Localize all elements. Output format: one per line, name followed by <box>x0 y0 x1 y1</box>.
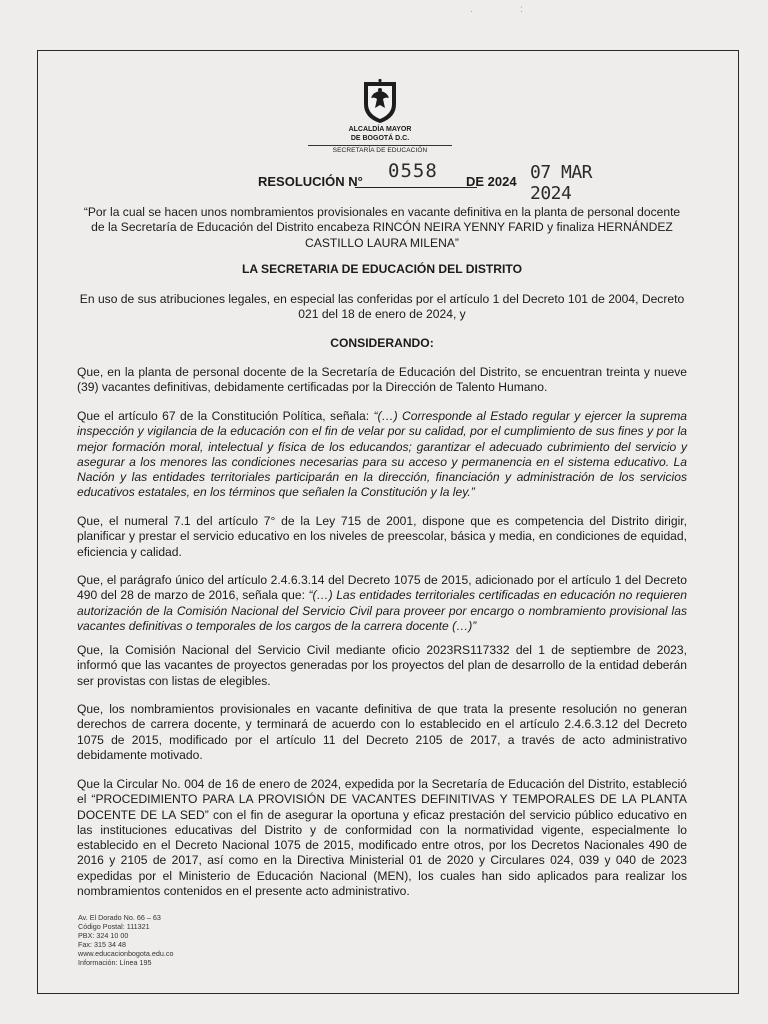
paragraph-3: Que, el numeral 7.1 del artículo 7° de la Ley 715 de 2001, dispone que es competencia del Distrito dirigir, planificar y prestar el servicio educativo en los niveles de preescolar, básica y media, en condiciones de equidad, eficiencia y calidad. <box>77 514 687 559</box>
paragraph-5: Que, la Comisión Nacional del Servicio Civil mediante oficio 2023RS117332 del 1 de septiembre de 2023, informó que las vacantes de proyectos generadas por los proyectos del plan de desarrollo de la entidad deberán ser provistas con listas de elegibles. <box>77 643 687 688</box>
resolution-number-line <box>355 187 477 188</box>
resolution-header <box>258 160 638 204</box>
paragraph-6: Que, los nombramientos provisionales en vacante definitiva de que trata la presente resolución no generan derechos de carrera docente, y terminará de acuerdo con lo establecido en el artículo 2.4.6.3.12 del Decreto 1075 de 2015, modificado por el artículo 11 del Decreto 2105 de 2017, a través de acto administrativo debidamente motivado. <box>77 702 687 762</box>
organization-header <box>300 126 460 156</box>
footer-fax: Fax: 315 34 48 <box>78 940 126 949</box>
org-name-line1: ALCALDÍA MAYOR <box>348 126 412 133</box>
org-department: SECRETARÍA DE EDUCACIÓN <box>308 145 452 156</box>
bogota-coat-of-arms-icon <box>360 78 400 124</box>
contact-footer <box>78 913 174 967</box>
resolution-number: 0558 <box>388 160 438 182</box>
footer-address: Av. El Dorado No. 66 – 63 <box>78 913 161 922</box>
paragraph-4-quote: “(…) Las entidades territoriales certificadas en educación no requieren autorización de la Comisión Nacional del Servicio Civil para proveer por encargo o nombramiento provisional las vacantes definitivas o temporales de los cargos de la carrera docente (…)” <box>77 588 687 633</box>
paragraph-4-intro: Que, el parágrafo único del artículo 2.4.6.3.14 del Decreto 1075 de 2015, adicionado por el artículo 1 del Decreto 490 del 28 de marzo de 2016, señala que: <box>77 573 687 603</box>
legal-powers: En uso de sus atribuciones legales, en especial las conferidas por el artículo 1 del Decreto 101 de 2004, Decreto 021 del 18 de enero de 2024, y <box>79 292 685 322</box>
scan-artifact: : <box>520 4 523 15</box>
org-name-line2: DE BOGOTÁ D.C. <box>350 134 410 142</box>
paragraph-4 <box>77 573 687 634</box>
paragraph-7: Que la Circular No. 004 de 16 de enero de 2024, expedida por la Secretaría de Educación del Distrito, estableció el “PROCEDIMIENTO PARA LA PROVISIÓN DE VACANTES DEFINITIVAS Y TEMPORALES DE LA PLANTA DOCENTE DE LA SED” con el fin de asegurar la oportuna y eficaz prestación del servicio público educativo en las instituciones educativas del Distrito y de conformidad con la normatividad vigente, especialmente lo establecido en el Decreto Nacional 1075 de 2015, modificado entre otros, por los Decretos Nacionales 490 de 2016 y 2105 de 2017, así como en la Directiva Ministerial 01 de 2020 y Circulares 024, 039 y 040 de 2023 expedidas por el Ministerio de Educación Nacional (MEN), los cuales han sido aplicados para realizar los nombramientos contenidos en el presente acto administrativo. <box>77 777 687 899</box>
footer-website: www.educacionbogota.edu.co <box>78 949 174 958</box>
scan-artifact: · <box>470 6 474 17</box>
footer-info-line: Información: Línea 195 <box>78 958 152 967</box>
footer-postal-code: Código Postal: 111321 <box>78 922 150 931</box>
paragraph-1: Que, en la planta de personal docente de la Secretaría de Educación del Distrito, se encuentran treinta y nueve (39) vacantes definitivas, debidamente certificadas por la Dirección de Talento Humano. <box>77 365 687 395</box>
resolution-year: DE 2024 <box>466 174 517 189</box>
resolution-title: “Por la cual se hacen unos nombramientos provisionales en vacante definitiva en la planta de personal docente de la Secretaría de Educación del Distrito encabeza RINCÓN NEIRA YENNY FARID y finaliza HERNÁNDEZ CASTILLO LAURA MILENA” <box>83 205 681 250</box>
considering-heading: CONSIDERANDO: <box>330 336 434 350</box>
footer-pbx: PBX: 324 10 00 <box>78 931 129 940</box>
resolution-stamp-date: 07 MAR 2024 <box>530 162 593 204</box>
paragraph-2-quote: “(…) Corresponde al Estado regular y ejercer la suprema inspección y vigilancia de la educación con el fin de velar por su calidad, por el cumplimiento de sus fines y por la mejor formación moral, intelectual y física de los educandos; garantizar el adecuado cubrimiento del servicio y asegurar a los menores las condiciones necesarias para su acceso y permanencia en el sistema educativo. La Nación y las entidades territoriales participarán en la dirección, financiación y administración de los servicios educativos estatales, en los términos que señalen la Constitución y la ley.” <box>77 409 687 500</box>
paragraph-2 <box>77 409 687 501</box>
issuing-authority: LA SECRETARIA DE EDUCACIÓN DEL DISTRITO <box>242 262 522 276</box>
paragraph-2-intro: Que el artículo 67 de la Constitución Política, señala: <box>77 409 374 423</box>
resolution-label: RESOLUCIÓN N° <box>258 174 363 189</box>
